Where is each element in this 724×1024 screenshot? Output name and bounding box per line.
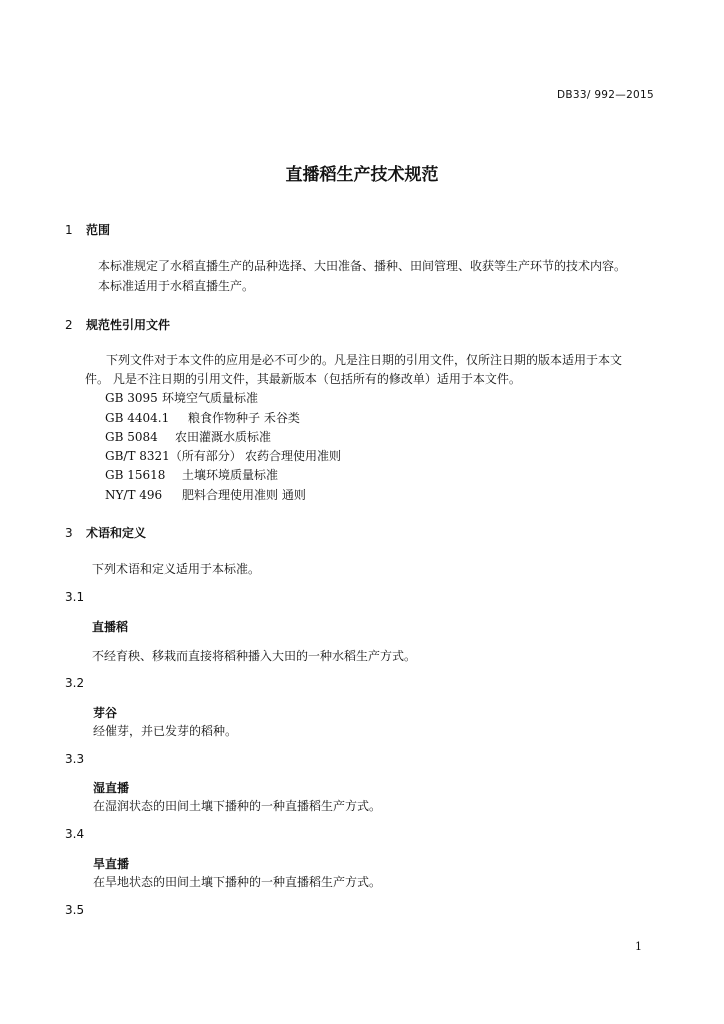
reference-title: 肥料合理使用准则 通则	[182, 488, 306, 502]
term-number: 3.5	[65, 903, 85, 917]
reference-title: 农药合理使用准则	[245, 449, 342, 463]
reference-code: GB 4404.1	[105, 411, 170, 425]
reference-code: GB 15618	[105, 468, 166, 482]
reference-title: 土壤环境质量标准	[182, 468, 279, 482]
term-number: 3.3	[65, 752, 85, 766]
standard-number: DB33/ 992—2015	[557, 89, 654, 101]
scope-paragraph-2: 本标准适用于水稻直播生产。	[98, 279, 255, 293]
section-heading-normative-references	[65, 316, 170, 333]
page-number: 1	[635, 940, 642, 953]
term-definition: 经催芽，并已发芽的稻种。	[93, 724, 238, 738]
section-heading-terms-definitions	[65, 524, 146, 541]
normative-intro-line-2: 件。 凡是不注日期的引用文件，其最新版本（包括所有的修改单）适用于本文件。	[85, 372, 521, 386]
section-number: 1	[65, 223, 73, 237]
reference-item	[105, 408, 300, 428]
reference-item	[105, 446, 341, 466]
reference-title: 粮食作物种子 禾谷类	[188, 411, 300, 425]
normative-intro-line-1: 下列文件对于本文件的应用是必不可少的。凡是注日期的引用文件，仅所注日期的版本适用于本文	[106, 353, 623, 367]
section-title: 术语和定义	[86, 526, 147, 540]
section-number: 2	[65, 318, 73, 332]
terms-intro: 下列术语和定义适用于本标准。	[92, 562, 261, 576]
scope-paragraph-1: 本标准规定了水稻直播生产的品种选择、大田准备、播种、田间管理、收获等生产环节的技术内容。	[98, 259, 627, 273]
reference-item	[105, 485, 306, 505]
reference-code: GB/T 8321（所有部分）	[105, 449, 242, 463]
reference-code: NY/T 496	[105, 488, 163, 502]
term-definition: 在旱地状态的田间土壤下播种的一种直播稻生产方式。	[93, 875, 382, 889]
reference-code: GB 5084	[105, 430, 158, 444]
term-heading: 旱直播	[93, 857, 130, 871]
term-heading: 芽谷	[93, 706, 118, 720]
term-number: 3.1	[65, 590, 85, 604]
reference-code: GB 3095	[105, 391, 158, 405]
section-heading-scope	[65, 221, 110, 238]
term-definition: 不经育秧、移栽而直接将稻种播入大田的一种水稻生产方式。	[92, 649, 417, 663]
term-number: 3.2	[65, 676, 85, 690]
term-number: 3.4	[65, 827, 85, 841]
reference-item	[105, 427, 271, 447]
reference-item	[105, 388, 258, 408]
reference-title: 农田灌溉水质标准	[175, 430, 272, 444]
term-definition: 在湿润状态的田间土壤下播种的一种直播稻生产方式。	[93, 799, 382, 813]
section-title: 范围	[86, 223, 111, 237]
document-title: 直播稻生产技术规范	[285, 165, 439, 185]
reference-item	[105, 465, 278, 485]
term-heading: 湿直播	[93, 781, 130, 795]
reference-title: 环境空气质量标准	[162, 391, 259, 405]
section-number: 3	[65, 526, 73, 540]
section-title: 规范性引用文件	[86, 318, 171, 332]
term-heading: 直播稻	[92, 620, 129, 634]
